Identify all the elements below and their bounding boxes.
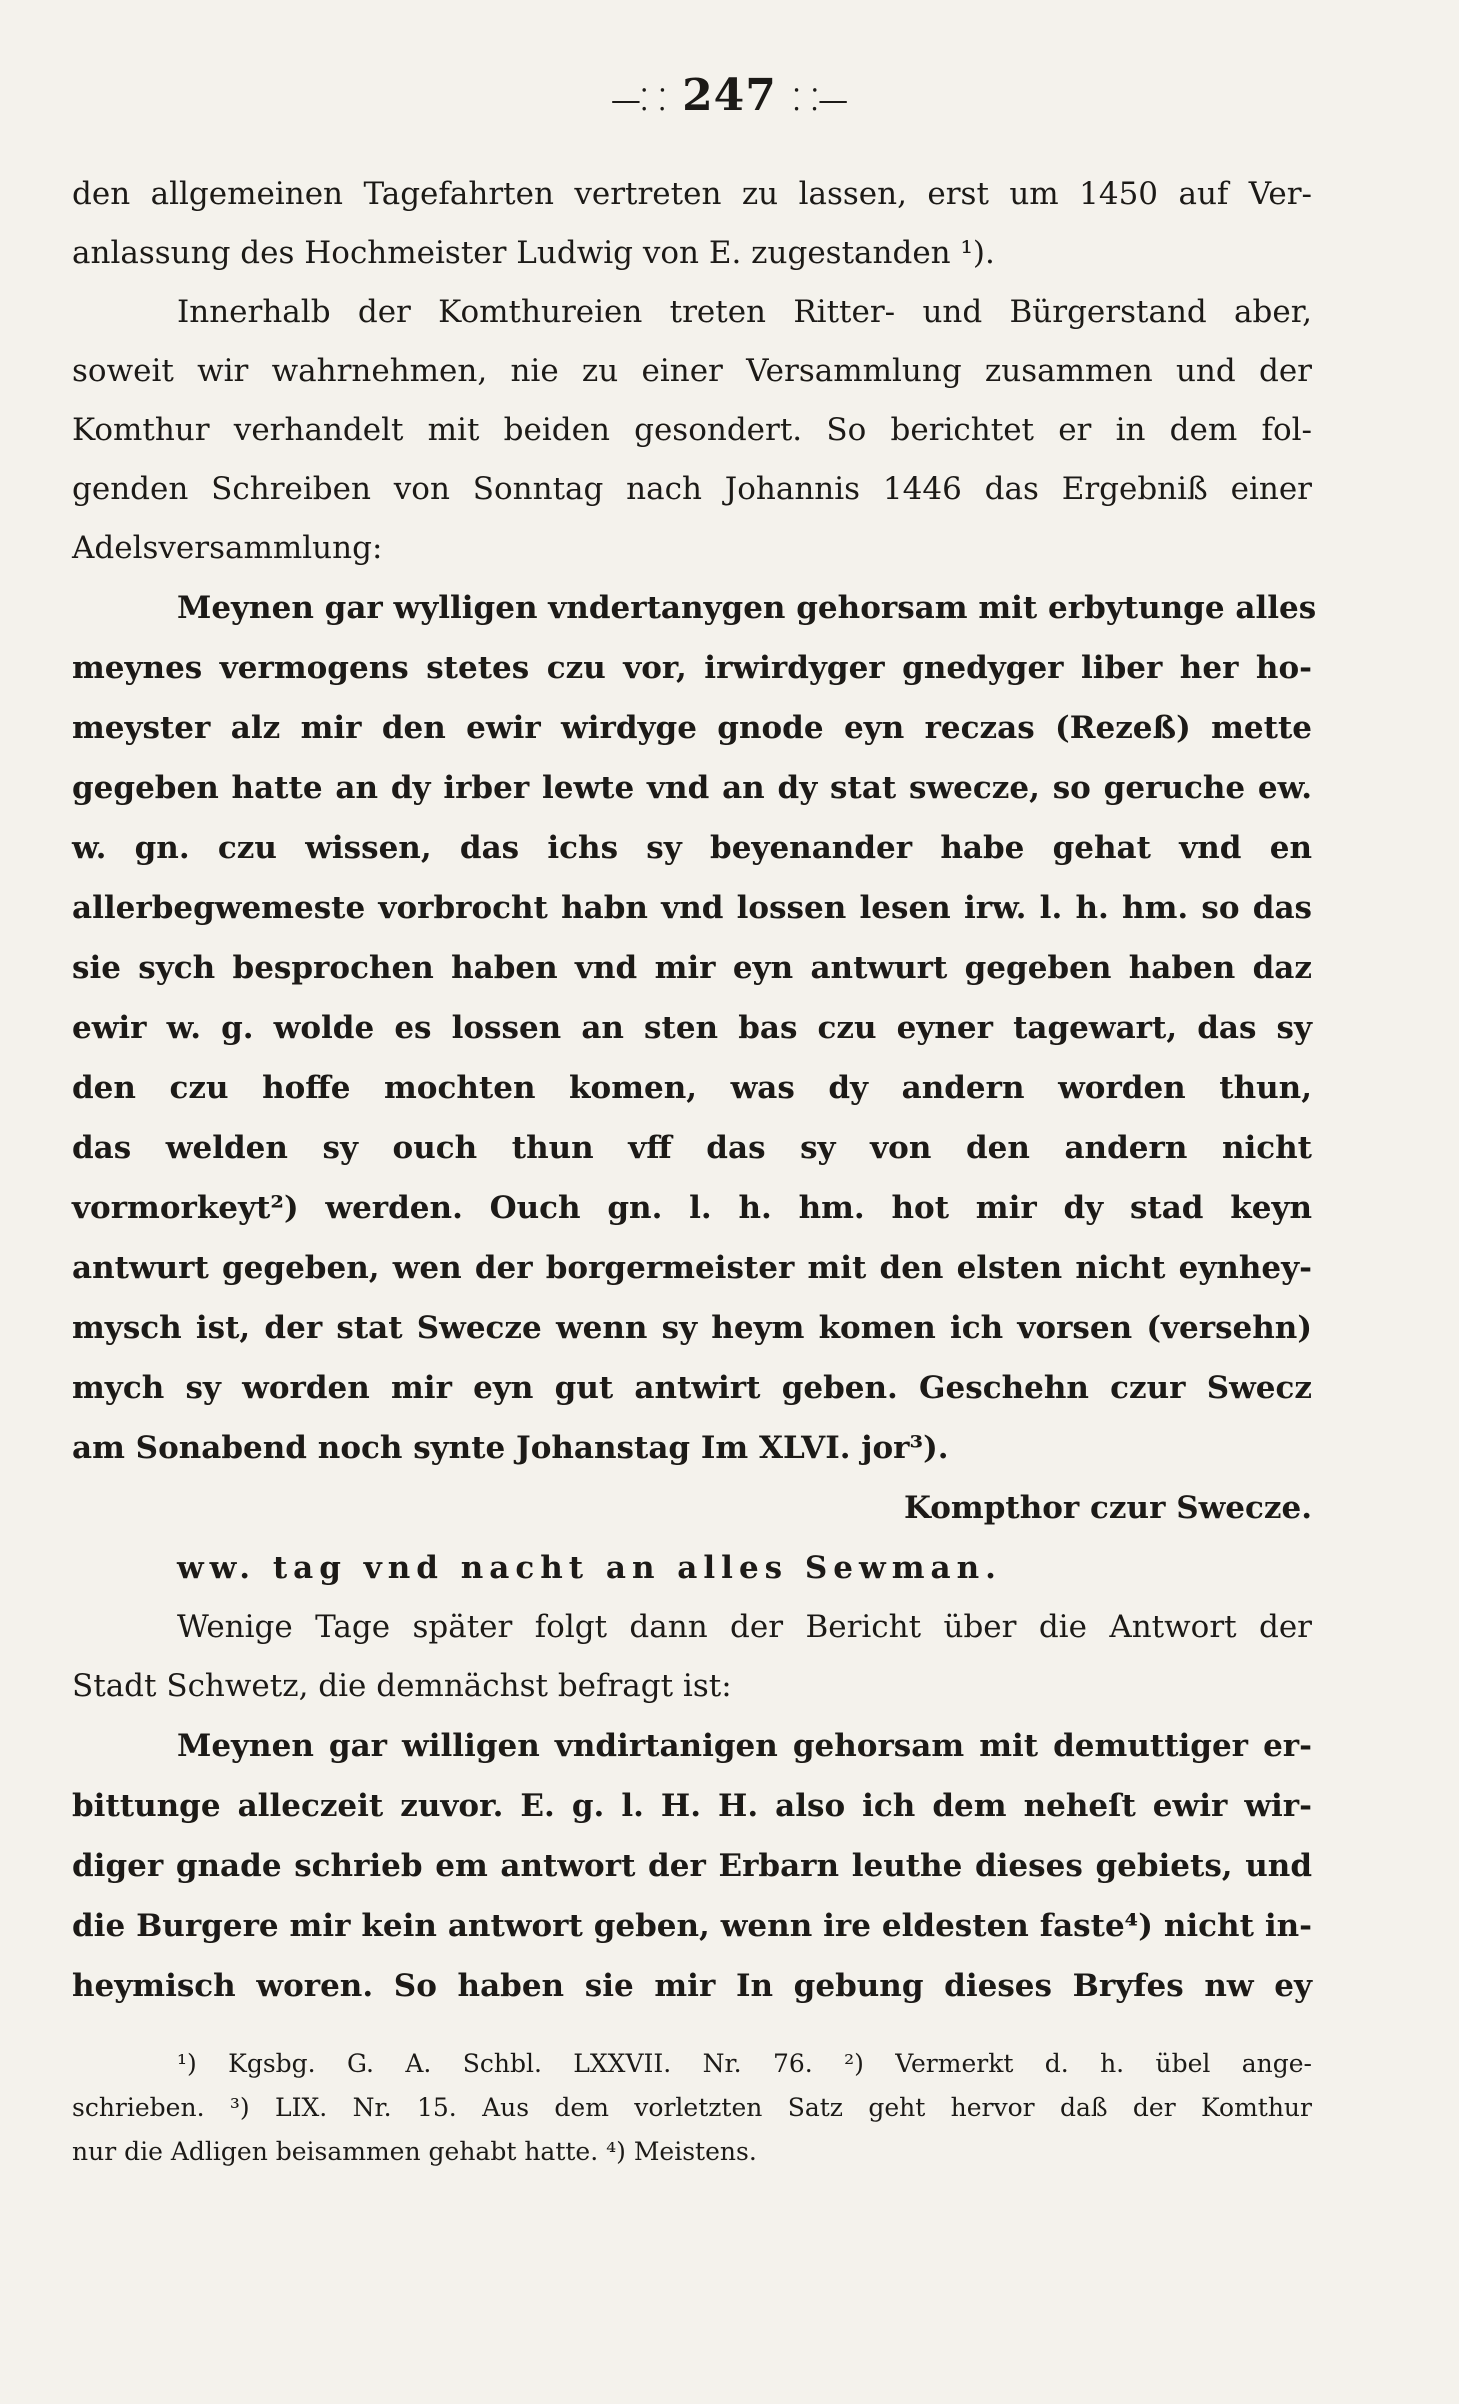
letter-signature: Kompthor czur Swecze. (903, 1490, 1312, 1526)
quote-line: meyster alz mir den ewir wirdyge gnode eyn reczas (Rezeß) mette (72, 710, 1312, 746)
quote-line: die Burgere mir kein antwort geben, wenn ire eldesten faste⁴) nicht in- (72, 1908, 1312, 1944)
quote-line: das welden sy ouch thun vff das sy von den andern nicht (72, 1130, 1312, 1166)
quote-line: antwurt gegeben, wen der borgermeister mit den elsten nicht eynhey- (72, 1250, 1312, 1286)
left-ornament: —⸬ (610, 83, 666, 118)
page-body (72, 165, 1317, 2174)
letter-signature: ww. tag vnd nacht an alles Sewman. (177, 1550, 1002, 1586)
text-line: Wenige Tage später folgt dann der Bericht über die Antwort der (177, 1609, 1312, 1645)
footnote-line: nur die Adligen beisammen gehabt hatte. ⁴) Meistens. (72, 2137, 757, 2166)
quote-line: mych sy worden mir eyn gut antwirt geben. Geschehn czur Swecz (72, 1370, 1312, 1406)
quote-line: ewir w. g. wolde es lossen an sten bas czu eyner tagewart, das sy (72, 1010, 1312, 1046)
quoted-letter-2 (72, 1716, 1312, 2016)
text-line: Stadt Schwetz, die demnächst befragt ist: (72, 1668, 732, 1704)
quote-line: bittunge alleczeit zuvor. E. g. l. H. H. also ich dem neheſt ewir wir- (72, 1788, 1312, 1824)
transition-paragraph (72, 1598, 1312, 1716)
quote-line: gegeben hatte an dy irber lewte vnd an dy stat swecze, so geruche ew. (72, 770, 1312, 806)
footnote-line: ¹) Kgsbg. G. A. Schbl. LXXVII. Nr. 76. ²) Vermerkt d. h. übel ange- (177, 2049, 1312, 2078)
text-line: Adelsversammlung: (72, 530, 383, 566)
quote-line: den czu hoffe mochten komen, was dy andern worden thun, (72, 1070, 1312, 1106)
text-line: anlassung des Hochmeister Ludwig von E. zugestanden ¹). (72, 235, 995, 271)
text-line: Innerhalb der Komthureien treten Ritter- und Bürgerstand aber, (177, 294, 1312, 330)
text-line: Komthur verhandelt mit beiden gesondert. So berichtet er in dem fol- (72, 412, 1312, 448)
quote-line: vormorkeyt²) werden. Ouch gn. l. h. hm. hot mir dy stad keyn (72, 1190, 1312, 1226)
quote-line: Meynen gar wylligen vndertanygen gehorsam mit erbytunge alles (177, 590, 1317, 626)
page-number: 247 (682, 70, 777, 121)
text-line: genden Schreiben von Sonntag nach Johannis 1446 das Ergebniß einer (72, 471, 1312, 507)
quote-line: meynes vermogens stetes czu vor, irwirdyger gnedyger liber her ho- (72, 650, 1312, 686)
quote-line: am Sonabend noch synte Johanstag Im XLVI. jor³). (72, 1430, 949, 1466)
quote-line: heymisch woren. So haben sie mir In gebung dieses Bryfes nw ey (72, 1968, 1312, 2004)
quote-line: allerbegwemeste vorbrocht habn vnd lossen lesen irw. l. h. hm. so das (72, 890, 1312, 926)
right-ornament: ⸬— (793, 83, 849, 118)
text-line: den allgemeinen Tagefahrten vertreten zu lassen, erst um 1450 auf Ver- (72, 176, 1312, 212)
quote-line: w. gn. czu wissen, das ichs sy beyenander habe gehat vnd en (72, 830, 1312, 866)
quote-line: sie sych besprochen haben vnd mir eyn antwurt gegeben haben daz (72, 950, 1312, 986)
quote-line: Meynen gar willigen vndirtanigen gehorsam mit demuttiger er- (177, 1728, 1312, 1764)
footnotes (72, 2042, 1312, 2174)
page-header (0, 70, 1459, 121)
quoted-letter-1 (72, 578, 1317, 1598)
footnote-line: schrieben. ³) LIX. Nr. 15. Aus dem vorletzten Satz geht hervor daß der Komthur (72, 2093, 1312, 2122)
intro-paragraph (72, 165, 1312, 578)
quote-line: diger gnade schrieb em antwort der Erbarn leuthe dieses gebiets, und (72, 1848, 1312, 1884)
text-line: soweit wir wahrnehmen, nie zu einer Versammlung zusammen und der (72, 353, 1312, 389)
quote-line: mysch ist, der stat Swecze wenn sy heym komen ich vorsen (versehn) (72, 1310, 1312, 1346)
